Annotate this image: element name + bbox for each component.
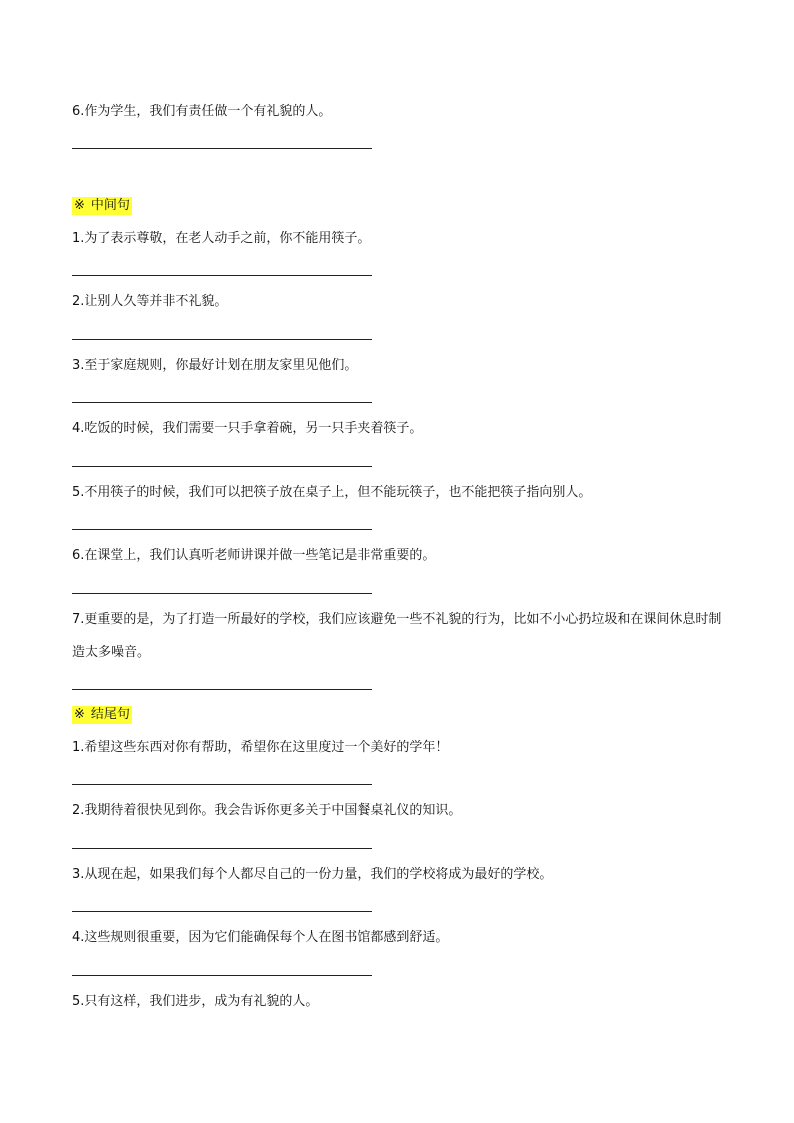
answer-line [72, 911, 372, 912]
reference-mark-icon: ※ [74, 198, 85, 213]
ending-sentence: 1.希望这些东西对你有帮助，希望你在这里度过一个美好的学年！ [72, 740, 449, 755]
middle-sentence: 3.至于家庭规则，你最好计划在朋友家里见他们。 [72, 358, 358, 373]
middle-sentence: 6.在课堂上，我们认真听老师讲课并做一些笔记是非常重要的。 [72, 548, 436, 563]
answer-line [72, 848, 372, 849]
answer-line [72, 689, 372, 690]
middle-sentence: 4.吃饭的时候，我们需要一只手拿着碗，另一只手夹着筷子。 [72, 421, 423, 436]
answer-line [72, 148, 372, 149]
answer-line [72, 975, 372, 976]
answer-line [72, 339, 372, 340]
ending-sentence: 3.从现在起，如果我们每个人都尽自己的一份力量，我们的学校将成为最好的学校。 [72, 867, 553, 882]
heading-label: 中间句 [90, 198, 130, 213]
intro-sentence-6: 6.作为学生，我们有责任做一个有礼貌的人。 [72, 104, 332, 119]
heading-label: 结尾句 [90, 707, 130, 722]
answer-line [72, 275, 372, 276]
section-heading-middle [72, 197, 132, 215]
answer-line [72, 402, 372, 403]
answer-line [72, 784, 372, 785]
answer-line [72, 466, 372, 467]
reference-mark-icon: ※ [74, 707, 85, 722]
section-heading-ending [72, 706, 132, 724]
ending-sentence: 5.只有这样，我们进步，成为有礼貌的人。 [72, 994, 319, 1009]
answer-line [72, 529, 372, 530]
ending-sentence: 4.这些规则很重要，因为它们能确保每个人在图书馆都感到舒适。 [72, 930, 449, 945]
answer-line [72, 593, 372, 594]
middle-sentence: 5.不用筷子的时候，我们可以把筷子放在桌子上，但不能玩筷子，也不能把筷子指向别人。 [72, 485, 592, 500]
ending-sentence: 2.我期待着很快见到你。我会告诉你更多关于中国餐桌礼仪的知识。 [72, 803, 462, 818]
middle-sentence: 1.为了表示尊敬，在老人动手之前，你不能用筷子。 [72, 231, 371, 246]
middle-sentence: 2.让别人久等并非不礼貌。 [72, 294, 228, 309]
middle-sentence: 7.更重要的是，为了打造一所最好的学校，我们应该避免一些不礼貌的行为，比如不小心扔垃圾和在课间休息时制造太多噪音。 [72, 612, 722, 660]
